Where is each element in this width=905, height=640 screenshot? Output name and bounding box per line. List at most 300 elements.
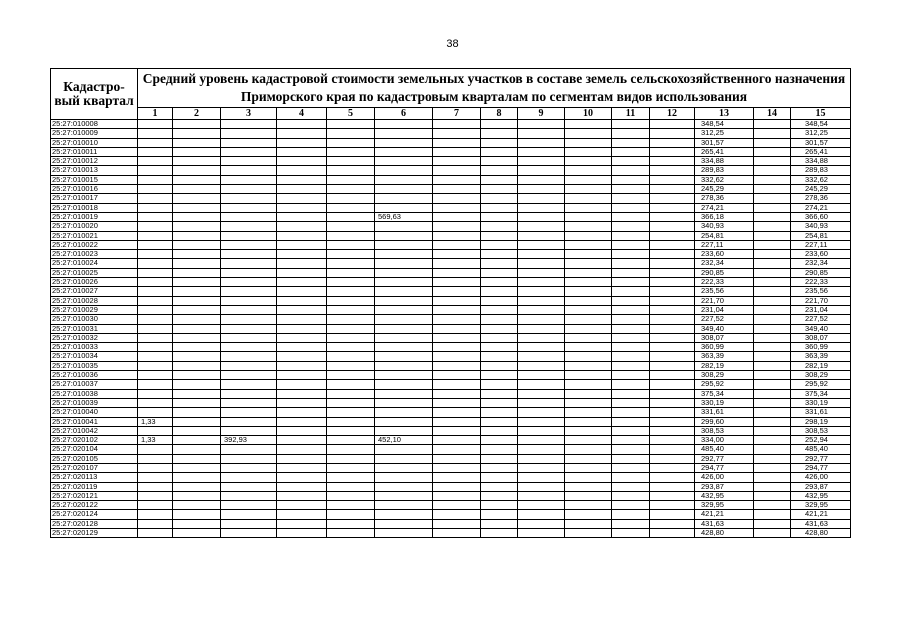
segment-4-value xyxy=(277,529,327,538)
segment-14-value xyxy=(754,361,791,370)
segment-6-value xyxy=(375,147,433,156)
segment-1-value xyxy=(138,324,173,333)
column-number-8: 8 xyxy=(481,108,518,120)
segment-7-value xyxy=(433,501,481,510)
cadastral-quarter-code: 25:27:010033 xyxy=(51,343,138,352)
segment-4-value xyxy=(277,250,327,259)
segment-15-value: 308,29 xyxy=(791,371,851,380)
segment-7-value xyxy=(433,473,481,482)
segment-6-value xyxy=(375,389,433,398)
segment-12-value xyxy=(650,324,695,333)
segment-6-value xyxy=(375,529,433,538)
segment-9-value xyxy=(518,296,565,305)
segment-1-value xyxy=(138,268,173,277)
segment-3-value xyxy=(221,212,277,221)
segment-11-value xyxy=(612,324,650,333)
segment-11-value xyxy=(612,240,650,249)
table-row xyxy=(51,129,851,138)
segment-14-value xyxy=(754,212,791,221)
segment-13-value: 232,34 xyxy=(695,259,754,268)
segment-10-value xyxy=(565,222,612,231)
column-number-1: 1 xyxy=(138,108,173,120)
segment-3-value xyxy=(221,287,277,296)
segment-13-value: 231,04 xyxy=(695,305,754,314)
segment-2-value xyxy=(173,287,221,296)
segment-3-value: 392,93 xyxy=(221,436,277,445)
segment-7-value xyxy=(433,371,481,380)
segment-6-value xyxy=(375,157,433,166)
segment-11-value xyxy=(612,519,650,528)
column-number-2: 2 xyxy=(173,108,221,120)
cadastral-quarter-code: 25:27:010027 xyxy=(51,287,138,296)
segment-4-value xyxy=(277,157,327,166)
segment-8-value xyxy=(481,287,518,296)
segment-3-value xyxy=(221,491,277,500)
cadastral-quarter-code: 25:27:010039 xyxy=(51,398,138,407)
segment-2-value xyxy=(173,138,221,147)
segment-2-value xyxy=(173,436,221,445)
segment-4-value xyxy=(277,463,327,472)
segment-10-value xyxy=(565,240,612,249)
segment-8-value xyxy=(481,194,518,203)
segment-8-value xyxy=(481,389,518,398)
segment-4-value xyxy=(277,352,327,361)
segment-11-value xyxy=(612,175,650,184)
segment-8-value xyxy=(481,278,518,287)
segment-10-value xyxy=(565,436,612,445)
segment-7-value xyxy=(433,417,481,426)
segment-2-value xyxy=(173,352,221,361)
table-row xyxy=(51,212,851,221)
segment-6-value xyxy=(375,333,433,342)
segment-15-value: 312,25 xyxy=(791,129,851,138)
segment-3-value xyxy=(221,240,277,249)
column-number-5: 5 xyxy=(327,108,375,120)
segment-1-value xyxy=(138,166,173,175)
table-row xyxy=(51,315,851,324)
segment-1-value xyxy=(138,305,173,314)
segment-12-value xyxy=(650,296,695,305)
segment-4-value xyxy=(277,380,327,389)
segment-7-value xyxy=(433,445,481,454)
table-row xyxy=(51,333,851,342)
segment-3-value xyxy=(221,231,277,240)
cadastral-quarter-code: 25:27:010035 xyxy=(51,361,138,370)
page-number: 38 xyxy=(446,38,459,50)
segment-2-value xyxy=(173,250,221,259)
table-row xyxy=(51,408,851,417)
segment-6-value xyxy=(375,324,433,333)
segment-2-value xyxy=(173,371,221,380)
segment-6-value: 452,10 xyxy=(375,436,433,445)
segment-14-value xyxy=(754,389,791,398)
segment-11-value xyxy=(612,445,650,454)
segment-8-value xyxy=(481,240,518,249)
segment-9-value xyxy=(518,361,565,370)
segment-5-value xyxy=(327,203,375,212)
segment-5-value xyxy=(327,278,375,287)
segment-2-value xyxy=(173,185,221,194)
segment-5-value xyxy=(327,426,375,435)
segment-11-value xyxy=(612,501,650,510)
segment-2-value xyxy=(173,445,221,454)
segment-1-value xyxy=(138,250,173,259)
segment-5-value xyxy=(327,315,375,324)
segment-2-value xyxy=(173,333,221,342)
segment-7-value xyxy=(433,166,481,175)
segment-11-value xyxy=(612,371,650,380)
segment-12-value xyxy=(650,491,695,500)
cadastral-quarter-code: 25:27:010034 xyxy=(51,352,138,361)
segment-6-value xyxy=(375,408,433,417)
segment-13-value: 292,77 xyxy=(695,454,754,463)
segment-4-value xyxy=(277,491,327,500)
segment-5-value xyxy=(327,436,375,445)
segment-15-value: 252,94 xyxy=(791,436,851,445)
segment-11-value xyxy=(612,482,650,491)
segment-11-value xyxy=(612,408,650,417)
segment-15-value: 227,11 xyxy=(791,240,851,249)
table-row xyxy=(51,259,851,268)
segment-6-value xyxy=(375,194,433,203)
segment-8-value xyxy=(481,259,518,268)
segment-4-value xyxy=(277,120,327,129)
segment-2-value xyxy=(173,408,221,417)
segment-10-value xyxy=(565,138,612,147)
segment-9-value xyxy=(518,129,565,138)
segment-9-value xyxy=(518,175,565,184)
segment-5-value xyxy=(327,129,375,138)
segment-12-value xyxy=(650,157,695,166)
segment-13-value: 426,00 xyxy=(695,473,754,482)
segment-13-value: 308,29 xyxy=(695,371,754,380)
segment-3-value xyxy=(221,250,277,259)
cadastral-quarter-code: 25:27:010036 xyxy=(51,371,138,380)
segment-9-value xyxy=(518,398,565,407)
segment-13-value: 348,54 xyxy=(695,120,754,129)
table-row xyxy=(51,324,851,333)
segment-9-value xyxy=(518,482,565,491)
segment-7-value xyxy=(433,203,481,212)
segment-15-value: 227,52 xyxy=(791,315,851,324)
segment-8-value xyxy=(481,463,518,472)
segment-12-value xyxy=(650,519,695,528)
segment-13-value: 245,29 xyxy=(695,185,754,194)
segment-3-value xyxy=(221,510,277,519)
segment-15-value: 308,53 xyxy=(791,426,851,435)
segment-13-value: 308,07 xyxy=(695,333,754,342)
segment-8-value xyxy=(481,120,518,129)
segment-11-value xyxy=(612,278,650,287)
segment-15-value: 366,60 xyxy=(791,212,851,221)
table-row xyxy=(51,463,851,472)
segment-11-value xyxy=(612,463,650,472)
segment-12-value xyxy=(650,166,695,175)
segment-2-value xyxy=(173,278,221,287)
segment-13-value: 366,18 xyxy=(695,212,754,221)
segment-10-value xyxy=(565,529,612,538)
segment-14-value xyxy=(754,240,791,249)
segment-7-value xyxy=(433,212,481,221)
segment-8-value xyxy=(481,129,518,138)
segment-1-value xyxy=(138,278,173,287)
column-number-9: 9 xyxy=(518,108,565,120)
segment-3-value xyxy=(221,408,277,417)
segment-15-value: 375,34 xyxy=(791,389,851,398)
segment-8-value xyxy=(481,185,518,194)
column-number-4: 4 xyxy=(277,108,327,120)
column-number-13: 13 xyxy=(695,108,754,120)
segment-2-value xyxy=(173,296,221,305)
segment-9-value xyxy=(518,454,565,463)
segment-9-value xyxy=(518,278,565,287)
segment-10-value xyxy=(565,120,612,129)
segment-7-value xyxy=(433,324,481,333)
segment-15-value: 289,83 xyxy=(791,166,851,175)
segment-13-value: 289,83 xyxy=(695,166,754,175)
segment-1-value xyxy=(138,259,173,268)
column-number-11: 11 xyxy=(612,108,650,120)
table-row xyxy=(51,166,851,175)
segment-2-value xyxy=(173,473,221,482)
segment-3-value xyxy=(221,473,277,482)
segment-14-value xyxy=(754,203,791,212)
segment-15-value: 348,54 xyxy=(791,120,851,129)
cadastral-quarter-code: 25:27:010028 xyxy=(51,296,138,305)
segment-11-value xyxy=(612,398,650,407)
segment-15-value: 294,77 xyxy=(791,463,851,472)
segment-8-value xyxy=(481,305,518,314)
segment-5-value xyxy=(327,482,375,491)
segment-14-value xyxy=(754,129,791,138)
segment-10-value xyxy=(565,333,612,342)
segment-10-value xyxy=(565,231,612,240)
table-row xyxy=(51,343,851,352)
segment-14-value xyxy=(754,296,791,305)
segment-12-value xyxy=(650,222,695,231)
segment-13-value: 334,00 xyxy=(695,436,754,445)
segment-3-value xyxy=(221,129,277,138)
segment-9-value xyxy=(518,491,565,500)
segment-15-value: 290,85 xyxy=(791,268,851,277)
segment-4-value xyxy=(277,333,327,342)
segment-9-value xyxy=(518,250,565,259)
segment-12-value xyxy=(650,287,695,296)
segment-14-value xyxy=(754,436,791,445)
segment-15-value: 265,41 xyxy=(791,147,851,156)
column-number-14: 14 xyxy=(754,108,791,120)
segment-8-value xyxy=(481,296,518,305)
table-row xyxy=(51,138,851,147)
segment-2-value xyxy=(173,398,221,407)
segment-3-value xyxy=(221,445,277,454)
segment-3-value xyxy=(221,380,277,389)
segment-8-value xyxy=(481,445,518,454)
segment-15-value: 426,00 xyxy=(791,473,851,482)
cadastral-quarter-code: 25:27:010021 xyxy=(51,231,138,240)
segment-13-value: 375,34 xyxy=(695,389,754,398)
segment-5-value xyxy=(327,519,375,528)
segment-13-value: 227,11 xyxy=(695,240,754,249)
table-row xyxy=(51,120,851,129)
column-number-6: 6 xyxy=(375,108,433,120)
segment-14-value xyxy=(754,166,791,175)
segment-10-value xyxy=(565,157,612,166)
segment-1-value xyxy=(138,380,173,389)
segment-15-value: 331,61 xyxy=(791,408,851,417)
segment-4-value xyxy=(277,361,327,370)
segment-4-value xyxy=(277,147,327,156)
segment-13-value: 360,99 xyxy=(695,343,754,352)
segment-14-value xyxy=(754,231,791,240)
segment-6-value xyxy=(375,473,433,482)
segment-1-value xyxy=(138,408,173,417)
segment-4-value xyxy=(277,426,327,435)
segment-14-value xyxy=(754,371,791,380)
segment-11-value xyxy=(612,231,650,240)
segment-15-value: 329,95 xyxy=(791,501,851,510)
segment-5-value xyxy=(327,529,375,538)
segment-10-value xyxy=(565,324,612,333)
segment-3-value xyxy=(221,138,277,147)
segment-14-value xyxy=(754,268,791,277)
cadastral-quarter-code: 25:27:010030 xyxy=(51,315,138,324)
segment-2-value xyxy=(173,417,221,426)
table-row xyxy=(51,510,851,519)
segment-2-value xyxy=(173,194,221,203)
cadastral-quarter-code: 25:27:010029 xyxy=(51,305,138,314)
segment-11-value xyxy=(612,361,650,370)
cadastral-quarter-code: 25:27:010026 xyxy=(51,278,138,287)
segment-8-value xyxy=(481,203,518,212)
cadastral-quarter-code: 25:27:010011 xyxy=(51,147,138,156)
segment-11-value xyxy=(612,185,650,194)
segment-9-value xyxy=(518,222,565,231)
segment-13-value: 312,25 xyxy=(695,129,754,138)
table-row xyxy=(51,194,851,203)
segment-15-value: 432,95 xyxy=(791,491,851,500)
segment-1-value xyxy=(138,287,173,296)
segment-15-value: 233,60 xyxy=(791,250,851,259)
segment-3-value xyxy=(221,157,277,166)
segment-7-value xyxy=(433,519,481,528)
segment-8-value xyxy=(481,147,518,156)
segment-6-value xyxy=(375,305,433,314)
segment-1-value xyxy=(138,501,173,510)
table-row xyxy=(51,222,851,231)
segment-4-value xyxy=(277,315,327,324)
segment-6-value xyxy=(375,175,433,184)
segment-10-value xyxy=(565,454,612,463)
segment-7-value xyxy=(433,305,481,314)
segment-5-value xyxy=(327,510,375,519)
segment-1-value xyxy=(138,371,173,380)
segment-1-value xyxy=(138,519,173,528)
segment-7-value xyxy=(433,343,481,352)
cadastral-value-table xyxy=(50,68,851,538)
segment-15-value: 221,70 xyxy=(791,296,851,305)
segment-11-value xyxy=(612,352,650,361)
segment-10-value xyxy=(565,166,612,175)
segment-10-value xyxy=(565,491,612,500)
segment-10-value xyxy=(565,343,612,352)
segment-14-value xyxy=(754,445,791,454)
segment-1-value xyxy=(138,491,173,500)
segment-2-value xyxy=(173,129,221,138)
segment-11-value xyxy=(612,147,650,156)
segment-6-value xyxy=(375,371,433,380)
segment-9-value xyxy=(518,287,565,296)
segment-1-value xyxy=(138,175,173,184)
segment-10-value xyxy=(565,482,612,491)
cadastral-quarter-code: 25:27:010012 xyxy=(51,157,138,166)
segment-14-value xyxy=(754,147,791,156)
column-number-7: 7 xyxy=(433,108,481,120)
segment-14-value xyxy=(754,408,791,417)
table-row xyxy=(51,426,851,435)
segment-9-value xyxy=(518,305,565,314)
segment-6-value xyxy=(375,259,433,268)
segment-3-value xyxy=(221,222,277,231)
segment-15-value: 298,19 xyxy=(791,417,851,426)
cadastral-quarter-code: 25:27:020119 xyxy=(51,482,138,491)
segment-10-value xyxy=(565,129,612,138)
segment-10-value xyxy=(565,426,612,435)
segment-9-value xyxy=(518,212,565,221)
segment-13-value: 431,63 xyxy=(695,519,754,528)
segment-1-value xyxy=(138,473,173,482)
segment-6-value xyxy=(375,138,433,147)
segment-2-value xyxy=(173,389,221,398)
segment-2-value xyxy=(173,361,221,370)
segment-5-value xyxy=(327,389,375,398)
segment-7-value xyxy=(433,231,481,240)
segment-9-value xyxy=(518,529,565,538)
segment-6-value xyxy=(375,222,433,231)
segment-4-value xyxy=(277,240,327,249)
segment-2-value xyxy=(173,120,221,129)
segment-9-value xyxy=(518,231,565,240)
segment-14-value xyxy=(754,278,791,287)
segment-9-value xyxy=(518,120,565,129)
segment-15-value: 349,40 xyxy=(791,324,851,333)
segment-8-value xyxy=(481,482,518,491)
segment-2-value xyxy=(173,315,221,324)
segment-13-value: 254,81 xyxy=(695,231,754,240)
segment-6-value xyxy=(375,278,433,287)
segment-13-value: 290,85 xyxy=(695,268,754,277)
segment-15-value: 363,39 xyxy=(791,352,851,361)
segment-7-value xyxy=(433,120,481,129)
segment-5-value xyxy=(327,222,375,231)
segment-14-value xyxy=(754,398,791,407)
segment-8-value xyxy=(481,426,518,435)
segment-15-value: 485,40 xyxy=(791,445,851,454)
segment-5-value xyxy=(327,147,375,156)
segment-3-value xyxy=(221,278,277,287)
segment-14-value xyxy=(754,175,791,184)
segment-10-value xyxy=(565,380,612,389)
segment-3-value xyxy=(221,120,277,129)
segment-1-value xyxy=(138,138,173,147)
segment-11-value xyxy=(612,426,650,435)
segment-14-value xyxy=(754,333,791,342)
segment-3-value xyxy=(221,398,277,407)
segment-7-value xyxy=(433,287,481,296)
segment-6-value xyxy=(375,519,433,528)
cadastral-quarter-code: 25:27:020128 xyxy=(51,519,138,528)
segment-13-value: 308,53 xyxy=(695,426,754,435)
